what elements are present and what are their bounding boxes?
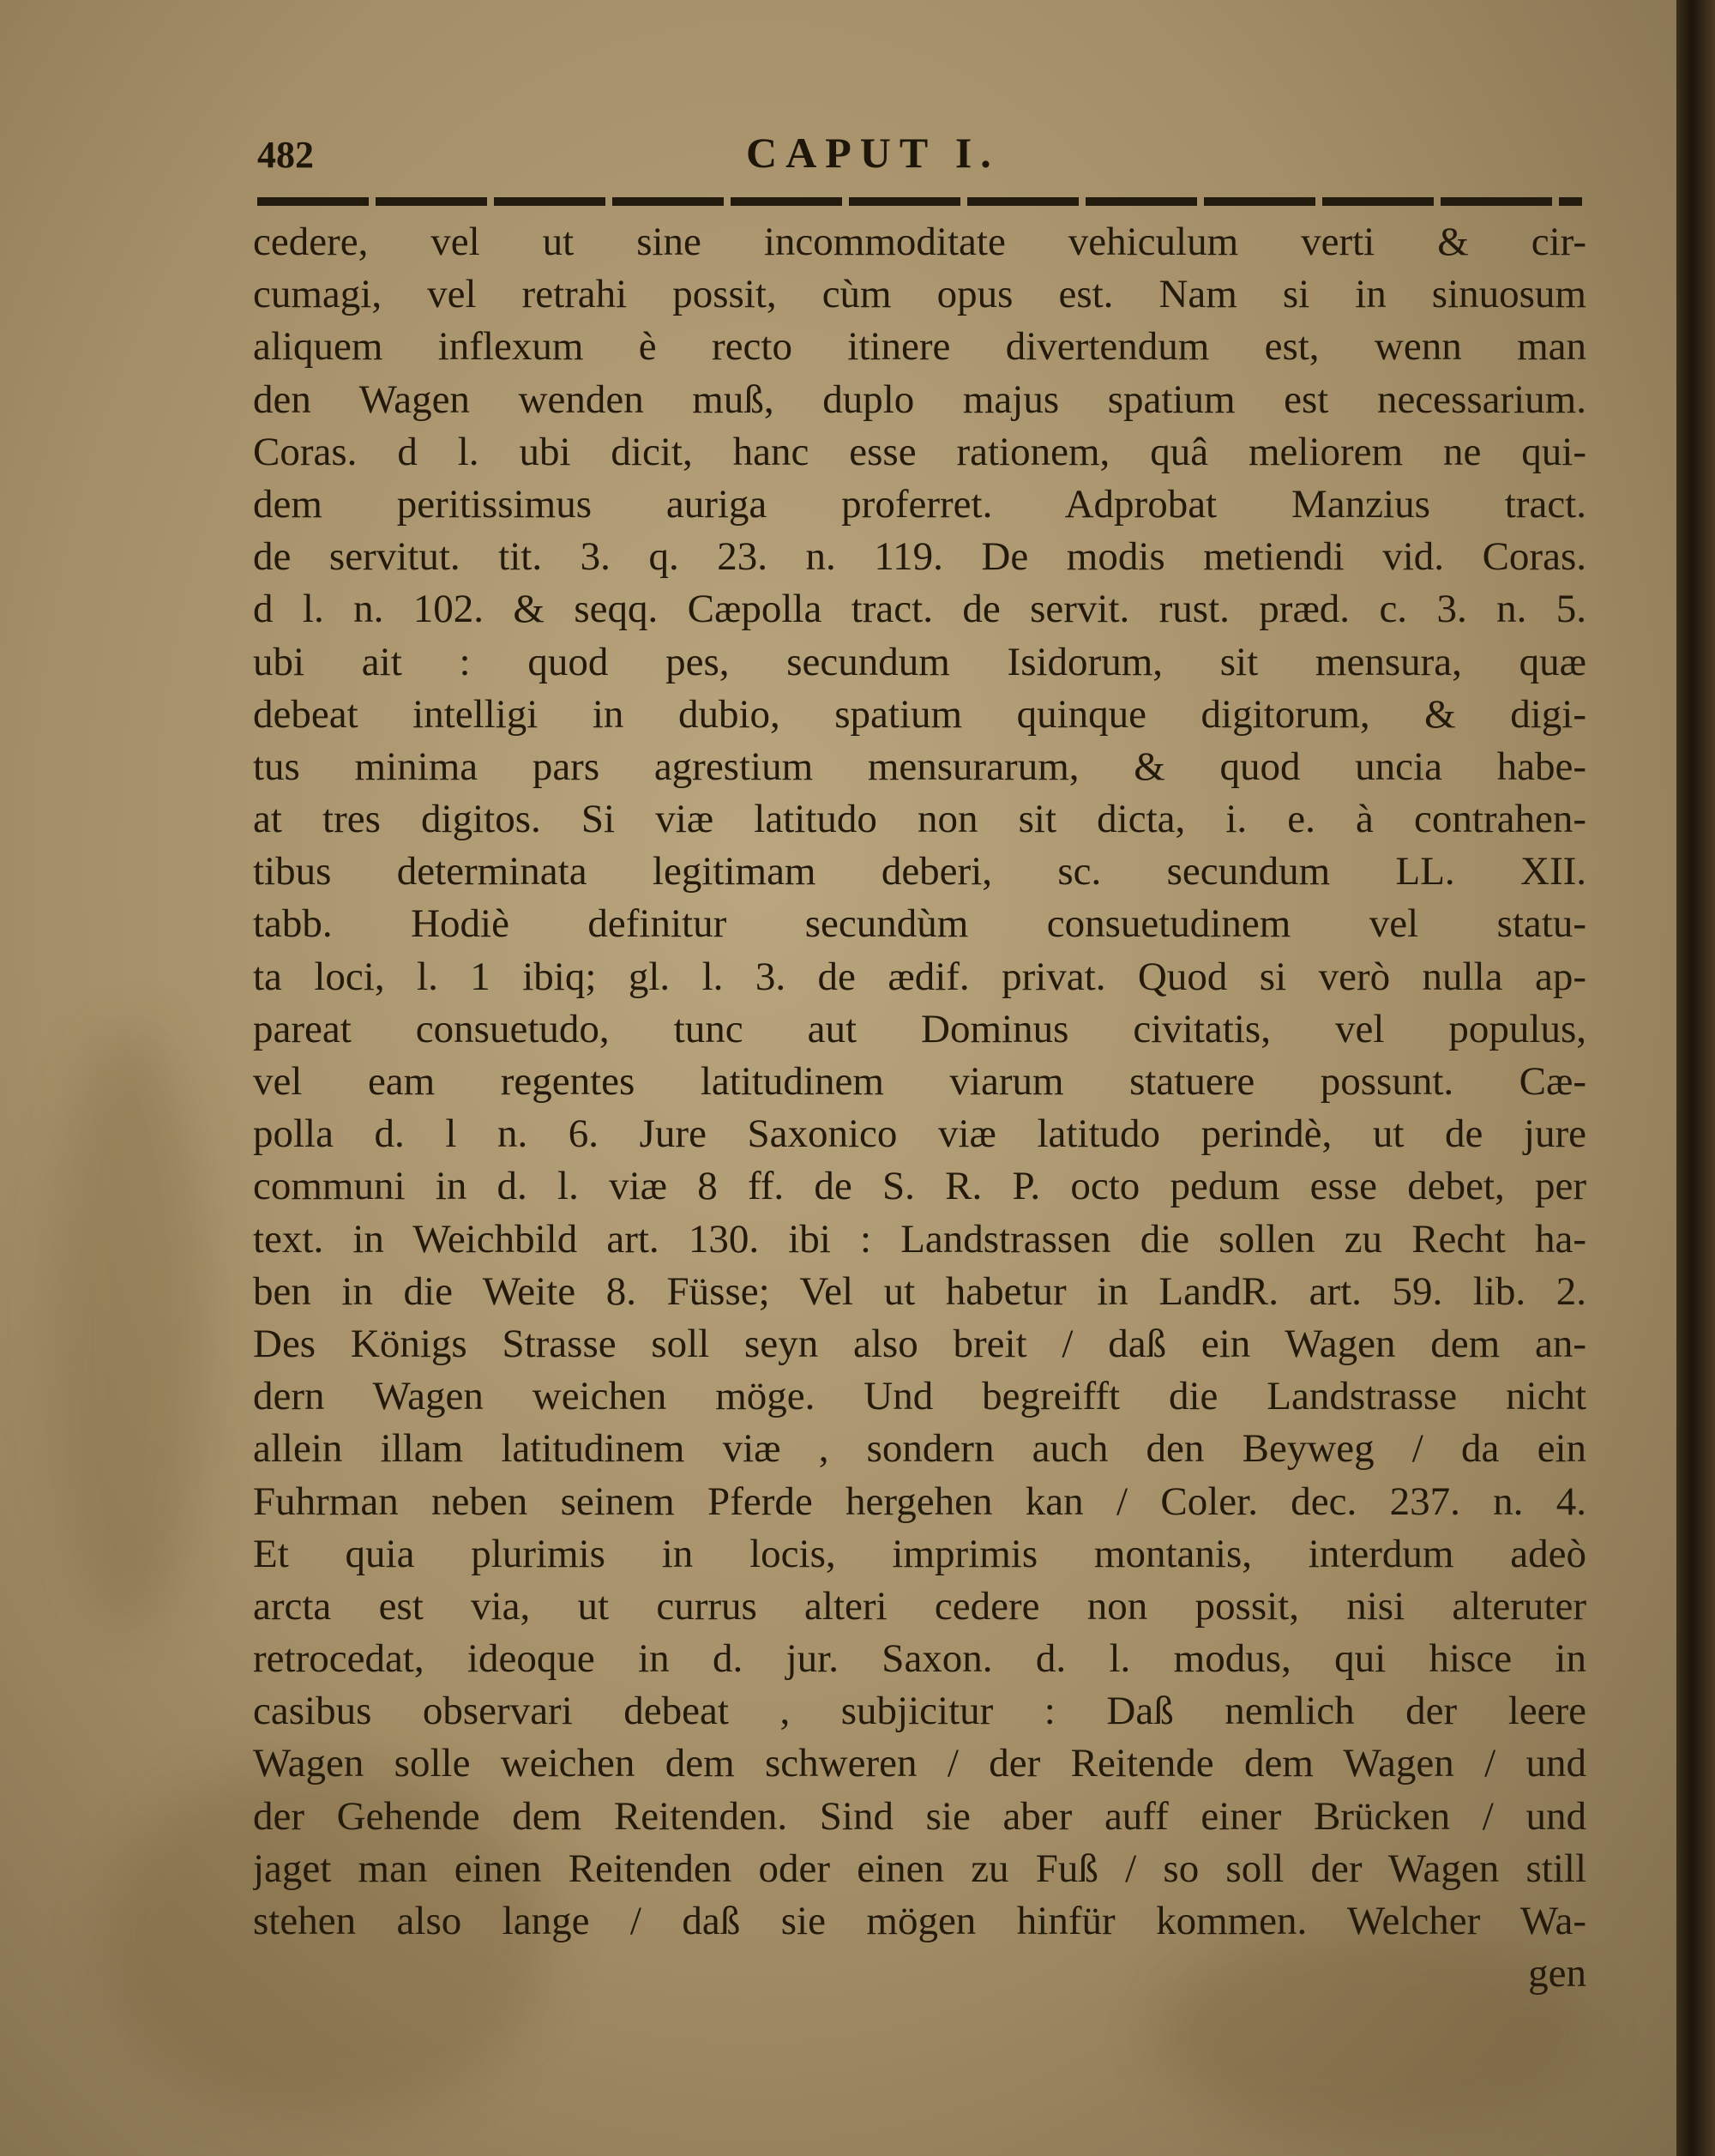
text-line: de servitut. tit. 3. q. 23. n. 119. De modis metiendi vid. Coras. (253, 534, 1586, 580)
text-line: polla d. l n. 6. Jure Saxonico viæ latitudo perindè, ut de jure (253, 1111, 1586, 1157)
text-line: tabb. Hodiè definitur secundùm consuetudinem vel statu- (253, 901, 1586, 947)
text-line: cedere, vel ut sine incommoditate vehiculum verti & cir- (253, 220, 1586, 264)
text-line: Des Königs Strasse soll seyn also breit / daß ein Wagen dem an- (253, 1321, 1586, 1366)
body-text (253, 216, 1586, 2000)
text-line: jaget man einen Reitenden oder einen zu Fuß / so soll der Wagen still (253, 1846, 1586, 1891)
running-head: CAPUT I. (746, 129, 1000, 177)
text-line: at tres digitos. Si viæ latitudo non sit dicta, i. e. à contrahen- (253, 797, 1586, 842)
text-line: Wagen solle weichen dem schweren / der Reitende dem Wagen / und (253, 1741, 1586, 1786)
text-line: communi in d. l. viæ 8 ff. de S. R. P. octo pedum esse debet, per (253, 1164, 1586, 1209)
text-line: dem peritissimus auriga proferret. Adprobat Manzius tract. (253, 481, 1586, 527)
page-header (257, 129, 1595, 184)
text-line: der Gehende dem Reitenden. Sind sie aber auff einer Brücken / und (253, 1793, 1586, 1839)
text-line: ubi ait : quod pes, secundum Isidorum, sit mensura, quæ (253, 639, 1586, 684)
page-number: 482 (257, 134, 314, 176)
text-line: vel eam regentes latitudinem viarum statuere possunt. Cæ- (253, 1059, 1586, 1104)
text-line: text. in Weichbild art. 130. ibi : Landstrassen die sollen zu Recht ha- (253, 1216, 1586, 1262)
text-line: Et quia plurimis in locis, imprimis montanis, interdum adeò (253, 1531, 1586, 1576)
text-line: den Wagen wenden muß, duplo majus spatium est necessarium. (253, 376, 1586, 422)
text-line: tus minima pars agrestium mensurarum, & quod uncia habe- (253, 744, 1586, 789)
text-line: Coras. d l. ubi dicit, hanc esse rationem, quâ meliorem ne qui- (253, 429, 1586, 474)
text-line: arcta est via, ut currus alteri cedere non possit, nisi alteruter (253, 1583, 1586, 1629)
text-line: pareat consuetudo, tunc aut Dominus civitatis, vel populus, (253, 1006, 1586, 1051)
text-line: tibus determinata legitimam deberi, sc. secundum LL. XII. (253, 849, 1586, 894)
text-line: debeat intelligi in dubio, spatium quinque digitorum, & digi- (253, 691, 1586, 737)
header-rule (257, 197, 1582, 206)
text-line: allein illam latitudinem viæ , sondern auch den Beyweg / da ein (253, 1426, 1586, 1472)
text-line: dern Wagen weichen möge. Und begreifft die Landstrasse nicht (253, 1374, 1586, 1419)
text-line: casibus observari debeat , subjicitur : Daß nemlich der leere (253, 1689, 1586, 1734)
catchword: gen (1528, 1951, 1586, 1996)
text-line: cumagi, vel retrahi possit, cùm opus est. Nam si in sinuosum (253, 272, 1586, 317)
book-spine-edge (1676, 0, 1715, 2156)
text-line: Fuhrman neben seinem Pferde hergehen kan / Coler. dec. 237. n. 4. (253, 1478, 1586, 1524)
text-line: d l. n. 102. & seqq. Cæpolla tract. de servit. rust. præd. c. 3. n. 5. (253, 587, 1586, 632)
text-line: ben in die Weite 8. Füsse; Vel ut habetur in LandR. art. 59. lib. 2. (253, 1268, 1586, 1314)
paper-stain (51, 1029, 206, 1629)
text-line: stehen also lange / daß sie mögen hinfür kommen. Welcher Wa- (253, 1899, 1586, 1943)
text-line: retrocedat, ideoque in d. jur. Saxon. d. l. modus, qui hisce in (253, 1636, 1586, 1682)
text-line: aliquem inflexum è recto itinere divertendum est, wenn man (253, 324, 1586, 370)
text-line: ta loci, l. 1 ibiq; gl. l. 3. de ædif. privat. Quod si verò nulla ap- (253, 954, 1586, 999)
